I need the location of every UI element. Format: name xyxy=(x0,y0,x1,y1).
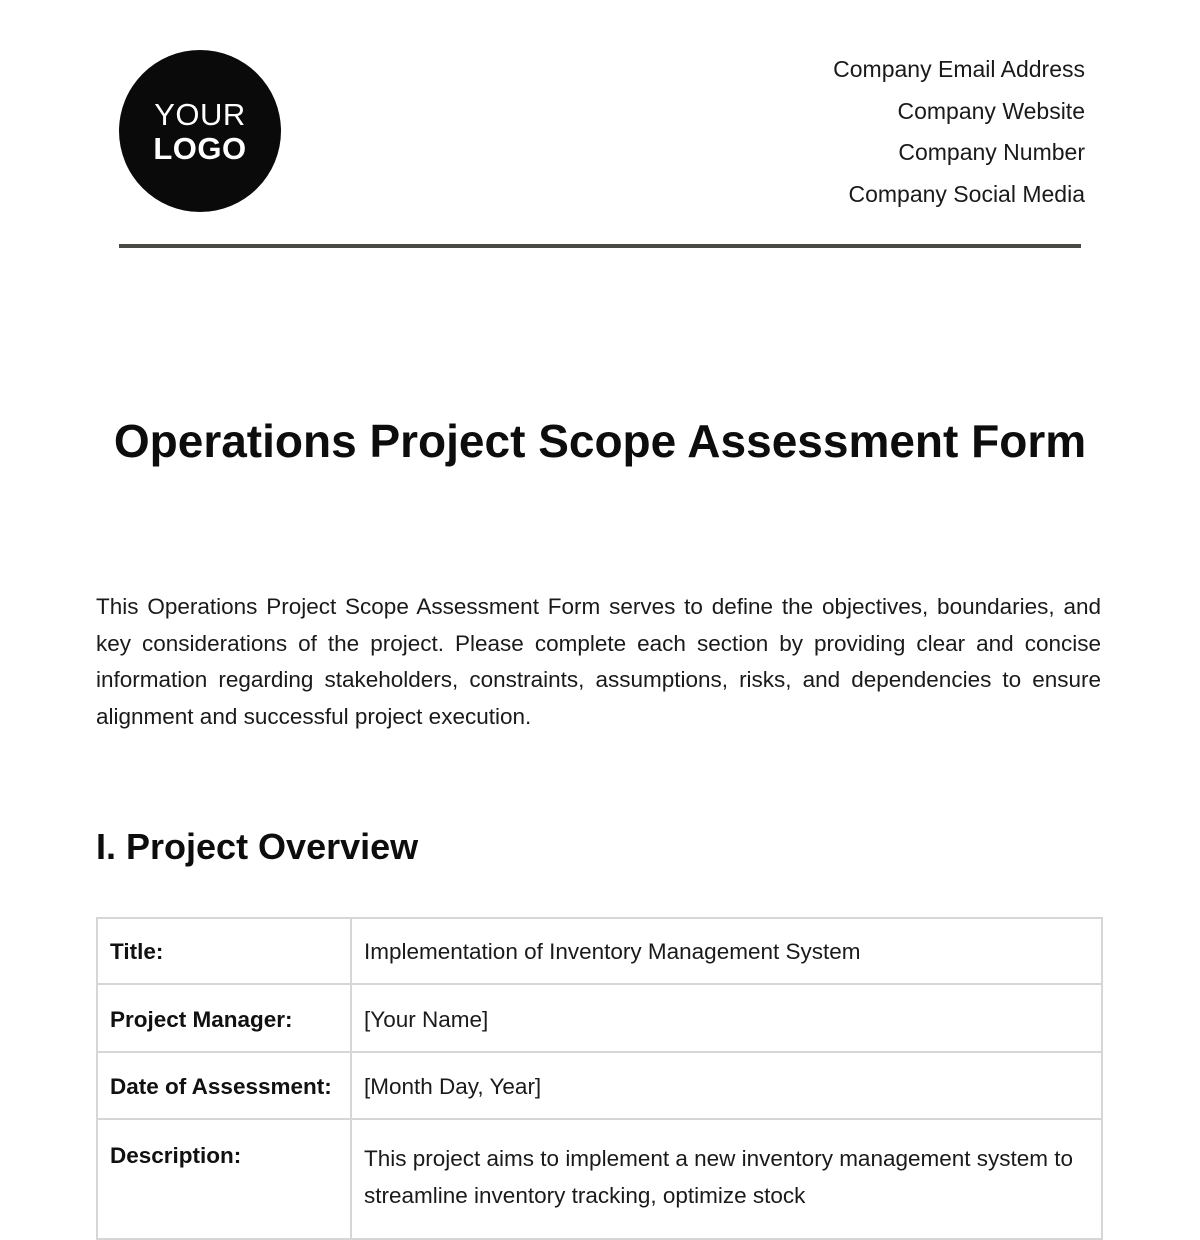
row-label: Description: xyxy=(97,1119,351,1239)
row-label: Title: xyxy=(97,918,351,984)
row-value: Implementation of Inventory Management System xyxy=(351,918,1102,984)
company-email: Company Email Address xyxy=(833,56,1085,82)
logo-text-line1: YOUR xyxy=(154,96,246,132)
row-value: [Month Day, Year] xyxy=(351,1052,1102,1119)
table-row xyxy=(97,984,1102,1052)
company-logo xyxy=(119,50,281,212)
table-row xyxy=(97,1052,1102,1119)
row-value: [Your Name] xyxy=(351,984,1102,1052)
row-value: This project aims to implement a new inventory management system to streamline inventory tracking, optimize stock xyxy=(351,1119,1102,1239)
header-divider xyxy=(119,244,1081,248)
table-row xyxy=(97,1119,1102,1239)
document-title: Operations Project Scope Assessment Form xyxy=(113,415,1087,467)
company-website: Company Website xyxy=(897,97,1085,124)
company-number: Company Number xyxy=(898,139,1085,166)
section-heading-project-overview: I. Project Overview xyxy=(96,826,419,867)
company-social-media: Company Social Media xyxy=(848,181,1085,208)
row-label: Date of Assessment: xyxy=(97,1052,351,1119)
intro-paragraph: This Operations Project Scope Assessment Form serves to define the objectives, boundaries, and key considerations of the project. Please complete each section by providing clear and concise information regarding stakeholders, constraints, assumptions, risks, and dependencies to ensure alignment and successful project execution. xyxy=(96,594,1101,729)
table-row xyxy=(97,918,1102,984)
logo-text-line2: LOGO xyxy=(153,130,247,166)
row-label: Project Manager: xyxy=(97,984,351,1052)
project-overview-table xyxy=(96,917,1103,1240)
company-contact-block xyxy=(833,53,1085,220)
